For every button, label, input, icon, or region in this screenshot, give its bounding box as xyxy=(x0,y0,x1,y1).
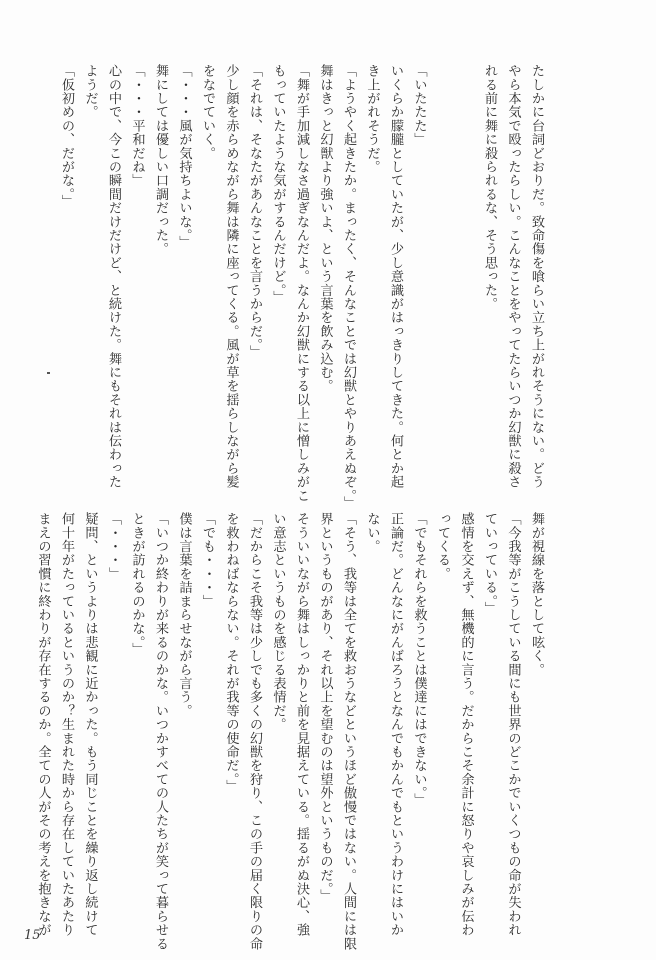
bottom-text-line: 正論だ。どんなにがんばろうとなんでもかんでもというわけにはいか xyxy=(388,512,403,937)
bottom-text-line: まえの習慣に終わりが存在するのか。全ての人がその考えを抱きなが xyxy=(35,512,51,937)
bottom-text-line: い意志というものを感じる表情だ。 xyxy=(270,512,286,732)
bottom-text-line: ときが訪れるのかな。」 xyxy=(129,512,145,657)
top-text-line: 舞はきっと幻獣より強いよ、という言葉を飲み込む。 xyxy=(317,64,333,393)
top-text-line: 舞にしては優しい口調だった。 xyxy=(153,64,168,256)
bottom-text-line: 「でもそれらを救うことは僕達にはできない。」 xyxy=(411,512,427,807)
top-text-line: いくらか朦朧としていたが、少し意識がはっきりしてきた。何とか起 xyxy=(388,64,403,489)
page-number: 15 xyxy=(24,928,41,943)
top-text-line: やら本気で殴ったらしい。こんなことをやってたらいつか幻獣に殺さ xyxy=(505,64,521,489)
top-text-line: ようだ。 xyxy=(82,64,98,119)
bottom-text-line: を救わねばならない。それが我等の使命だ。」 xyxy=(223,512,239,794)
ink-speck xyxy=(47,372,50,374)
top-text-line: れる前に舞に殺られるな、そう思った。 xyxy=(482,64,497,311)
top-text-line: 「・・・風が気持ちよいな。」 xyxy=(176,64,192,250)
bottom-text-line: 僕は言葉を詰まらせながら言う。 xyxy=(176,512,192,718)
top-text-line: き上がれそうだ。 xyxy=(364,64,380,174)
bottom-text-line: 「でも・・・」 xyxy=(200,512,215,608)
top-text-line: たしかに台詞どおりだ。致命傷を喰らい立ち上がれそうにない。どう xyxy=(529,64,544,489)
bottom-text-line: 舞が視線を落として呟く。 xyxy=(529,512,544,677)
top-text-line: 「いたたた」 xyxy=(411,64,427,147)
bottom-text-line: ない。 xyxy=(364,512,380,554)
bottom-text-line: 何十年がたっているというのか？生まれた時から存在していたあたり xyxy=(59,512,74,937)
bottom-text-line: ってくる。 xyxy=(435,512,450,581)
top-text-line xyxy=(431,64,455,494)
top-text-line xyxy=(454,64,478,494)
bottom-text-line: 「今我等がこうしている間にも世界のどこかでいくつもの命が失われ xyxy=(505,512,521,937)
top-text-line: 心の中で、今この瞬間だけだけど、と続けた。舞にもそれは伝わった xyxy=(106,64,121,489)
bottom-text-line: ていっている。」 xyxy=(482,512,497,615)
top-text-column-block xyxy=(55,64,549,510)
bottom-text-line: 「だからこそ我等は少しでも多くの幻獣を狩り、この手の届く限りの命 xyxy=(247,512,262,951)
top-text-line: 少し顔を赤らめながら舞は隣に座ってくる。風が草を揺らしながら髪 xyxy=(223,64,239,489)
top-text-line: もっていたような気がするんだけど。」 xyxy=(270,64,286,304)
bottom-text-line: 感情を交えず、無機的に言う。だからこそ余計に怒りや哀しみが伝わ xyxy=(458,512,474,937)
bottom-text-line: 「いつか終わりが来るのかな。いつかすべての人たちが笑って暮らせる xyxy=(153,512,168,951)
bottom-text-line: 「そう、我等は全てを救おうなどというほど傲慢ではない。人間には限 xyxy=(341,512,356,951)
top-text-line: 「それは、そなたがあんなことを言うからだ。」 xyxy=(247,64,262,359)
bottom-text-line: 「・・・」 xyxy=(106,512,121,581)
top-text-line: 「舞が手加減しなさ過ぎなんだよ。なんか幻獣にする以上に憎しみがこ xyxy=(294,64,309,503)
top-text-line: 「仮初めの、だがな。」 xyxy=(59,64,74,209)
top-text-line: 「ようやく起きたか。まったく、そんなことでは幻獣とやりあえぬぞ。」 xyxy=(341,64,356,510)
bottom-text-line: そういいながら舞はしっかりと前を見据えている。揺るがぬ決心、強 xyxy=(294,512,309,937)
bottom-text-line: 界というものがあり、それ以上を望むのは望外というものだ。」 xyxy=(317,512,333,903)
top-text-line: 「・・・平和だね」 xyxy=(129,64,145,188)
bottom-text-line: 疑問、というよりは悲観に近かった。もう同じことを繰り返し続けて xyxy=(82,512,98,937)
top-text-line: をなでていく。 xyxy=(200,64,215,160)
